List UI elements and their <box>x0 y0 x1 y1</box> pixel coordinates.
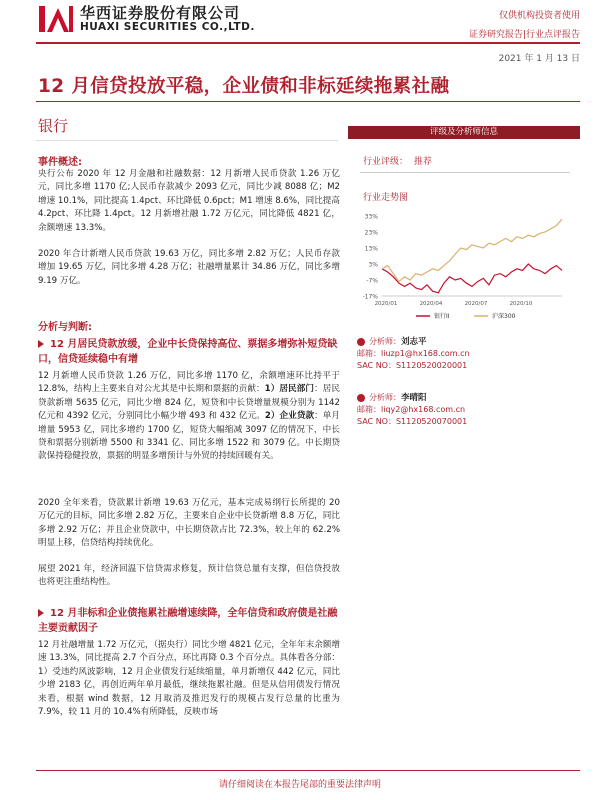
industry-trend-chart <box>352 208 577 328</box>
bullet-triangle-icon <box>38 609 44 617</box>
x-tick-label: 2020/01 <box>374 301 398 307</box>
industry-label: 银行 <box>38 117 69 135</box>
report-title: 12 月信贷投放平稳，企业债和非标延续拖累社融 <box>38 76 450 97</box>
summary-heading: 事件概述: <box>38 157 82 168</box>
report-date: 2021 年 1 月 13 日 <box>498 54 580 64</box>
analyst-name: 李晴阳 <box>401 393 427 403</box>
industry-rating-label: 行业评级： <box>363 157 409 167</box>
person-icon <box>357 394 365 402</box>
analysis-subheading-2: 12 月非标和企业债拖累社融增速续降，全年信贷和政府债是社融主要贡献因子 <box>38 608 338 634</box>
analysis-paragraph-3: 展望 2021 年，经济回温下信贷需求修复，预计信贷总量有支撑，但信贷投放也将更注重结构性。 <box>38 564 340 588</box>
person-icon <box>357 338 365 346</box>
y-tick-label: 33% <box>364 213 378 221</box>
analysis-paragraph-4: 12 月社融增量 1.72 万亿元，（据央行）同比少增 4821 亿元，全年年末余额增速 13.3%，同比提高 2.7 个百分点，环比再降 0.3 个百分点。具体看各分部：1）受违约风波影响，12 月企业债发行延续缩量，单月新增仅 442 亿元，同比少增 2183 亿，再创近两年单月最低，继续拖累社融。但是从信用债发行情况来看，根据 wind 数据，12 月取消及推迟发行的规模占发行总量的比重为 7.9%，较 11 月的 10.4%有所降低，反映市场 <box>38 640 340 718</box>
audience-tagline: 仅供机构投资者使用 <box>498 11 580 21</box>
y-tick-label: 3% <box>368 261 378 269</box>
y-tick-label: 13% <box>364 245 378 253</box>
summary-paragraph-1: 央行公布 2020 年 12 月金融和社融数据：12 月新增人民币贷款 1.26 万亿元，同比多增 1170 亿;人民币存款减少 2093 亿元，同比少减 8088 亿；M2 增速 10.1%，同比提高 1.4pct、环比降低 0.6pct；M1 增速 8.6%，同比提高 4.2pct、环比降 1.4pct。12 月新增社融 1.72 万亿元，同比降低 4821 亿，余额增速 13.3%。 <box>38 169 340 233</box>
y-tick-label: 23% <box>364 229 378 237</box>
analyst-name: 刘志平 <box>401 337 427 347</box>
x-tick-label: 2020/10 <box>509 301 533 307</box>
legend-label: 银行II <box>434 313 450 320</box>
series-line-bank <box>382 264 562 293</box>
sidebar-divider <box>360 172 570 173</box>
header-divider <box>36 42 580 44</box>
industry-divider <box>36 140 338 141</box>
analyst-sac-number: SAC NO：S1120520020001 <box>357 361 468 370</box>
y-tick-label: -7% <box>366 277 378 285</box>
bullet-triangle-icon <box>38 340 44 348</box>
y-tick-label: -17% <box>362 293 378 301</box>
trend-chart-label: 行业走势图 <box>363 193 409 203</box>
x-tick-label: 2020/04 <box>419 301 443 307</box>
sidebar-header: 评级及分析师信息 <box>348 126 580 139</box>
analyst-sac-number: SAC NO：S1120520070001 <box>357 417 468 426</box>
analysis-heading: 分析与判断: <box>38 322 92 333</box>
analyst-card-1: 分析师：刘志平 邮箱：liuzp1@hx168.com.cn SAC NO：S1120520020001 <box>357 337 470 370</box>
summary-paragraph-2: 2020 年合计新增人民币贷款 19.63 万亿，同比多增 2.82 万亿；人民币存款增加 19.65 万亿，同比多增 4.28 万亿；社融增量累计 34.86 万亿，同比多增 9.19 万亿。 <box>38 249 340 286</box>
company-name-en: HUAXI SECURITIES CO.,LTD. <box>80 21 255 33</box>
title-divider <box>36 101 580 102</box>
analysis-subheading-1: 12 月居民贷款放缓，企业中长贷保持高位、票据多增弥补短贷缺口，信贷延续稳中有增 <box>38 339 338 365</box>
x-tick-label: 2020/07 <box>464 301 488 307</box>
footer-divider <box>36 770 580 771</box>
analyst-email-link[interactable]: liuzp1@hx168.com.cn <box>381 349 470 358</box>
report-type-tags: 证券研究报告|行业点评报告 <box>468 30 580 40</box>
legend-label: 沪深300 <box>492 313 516 320</box>
huaxi-logo-icon <box>38 4 74 34</box>
company-name-cn: 华西证券股份有限公司 <box>80 4 241 22</box>
analyst-card-2: 分析师：李晴阳 邮箱：liqy2@hx168.com.cn SAC NO：S1120520070001 <box>357 393 468 426</box>
legal-notice-footer: 请仔细阅读在本报告尾部的重要法律声明 <box>218 780 381 790</box>
series-line-csi300 <box>382 219 562 281</box>
industry-rating-value: 推荐 <box>414 157 433 167</box>
analysis-paragraph-1: 12 月新增人民币贷款 1.26 万亿，同比多增 1170 亿，余额增速环比持平于 12.8%，结构上主要来自对公尤其是中长期和票据的贡献：1）居民部门：居民贷款新增 5635 亿元，同比少增 824 亿，短贷和中长贷增量规模分别为 1142 亿元和 4392 亿元，分别同比小幅少增 493 和 432 亿元。2）企业贷款：单月增量 5953 亿，同比多增约 1700 亿，短贷大幅缩减 3097 亿的情况下，中长贷和票据分别新增 5500 和 3341 亿、同比多增 1522 和 3079 亿。中长期贷款保持稳健投放，票据的明显多增预计与外贸的持续回暖有关。 <box>38 371 340 462</box>
analyst-email-link[interactable]: liqy2@hx168.com.cn <box>381 405 466 414</box>
analysis-paragraph-2: 2020 全年来看，贷款累计新增 19.63 万亿元，基本完成易纲行长所提的 20 万亿元的目标，同比多增 2.82 万亿，主要来自企业中长贷新增 8.8 万亿，同比多增 2.92 万亿；并且企业贷款中，中长期贷款占比 72.3%，较上年的 62.2%明显上移，信贷结构持续优化。 <box>38 498 340 549</box>
